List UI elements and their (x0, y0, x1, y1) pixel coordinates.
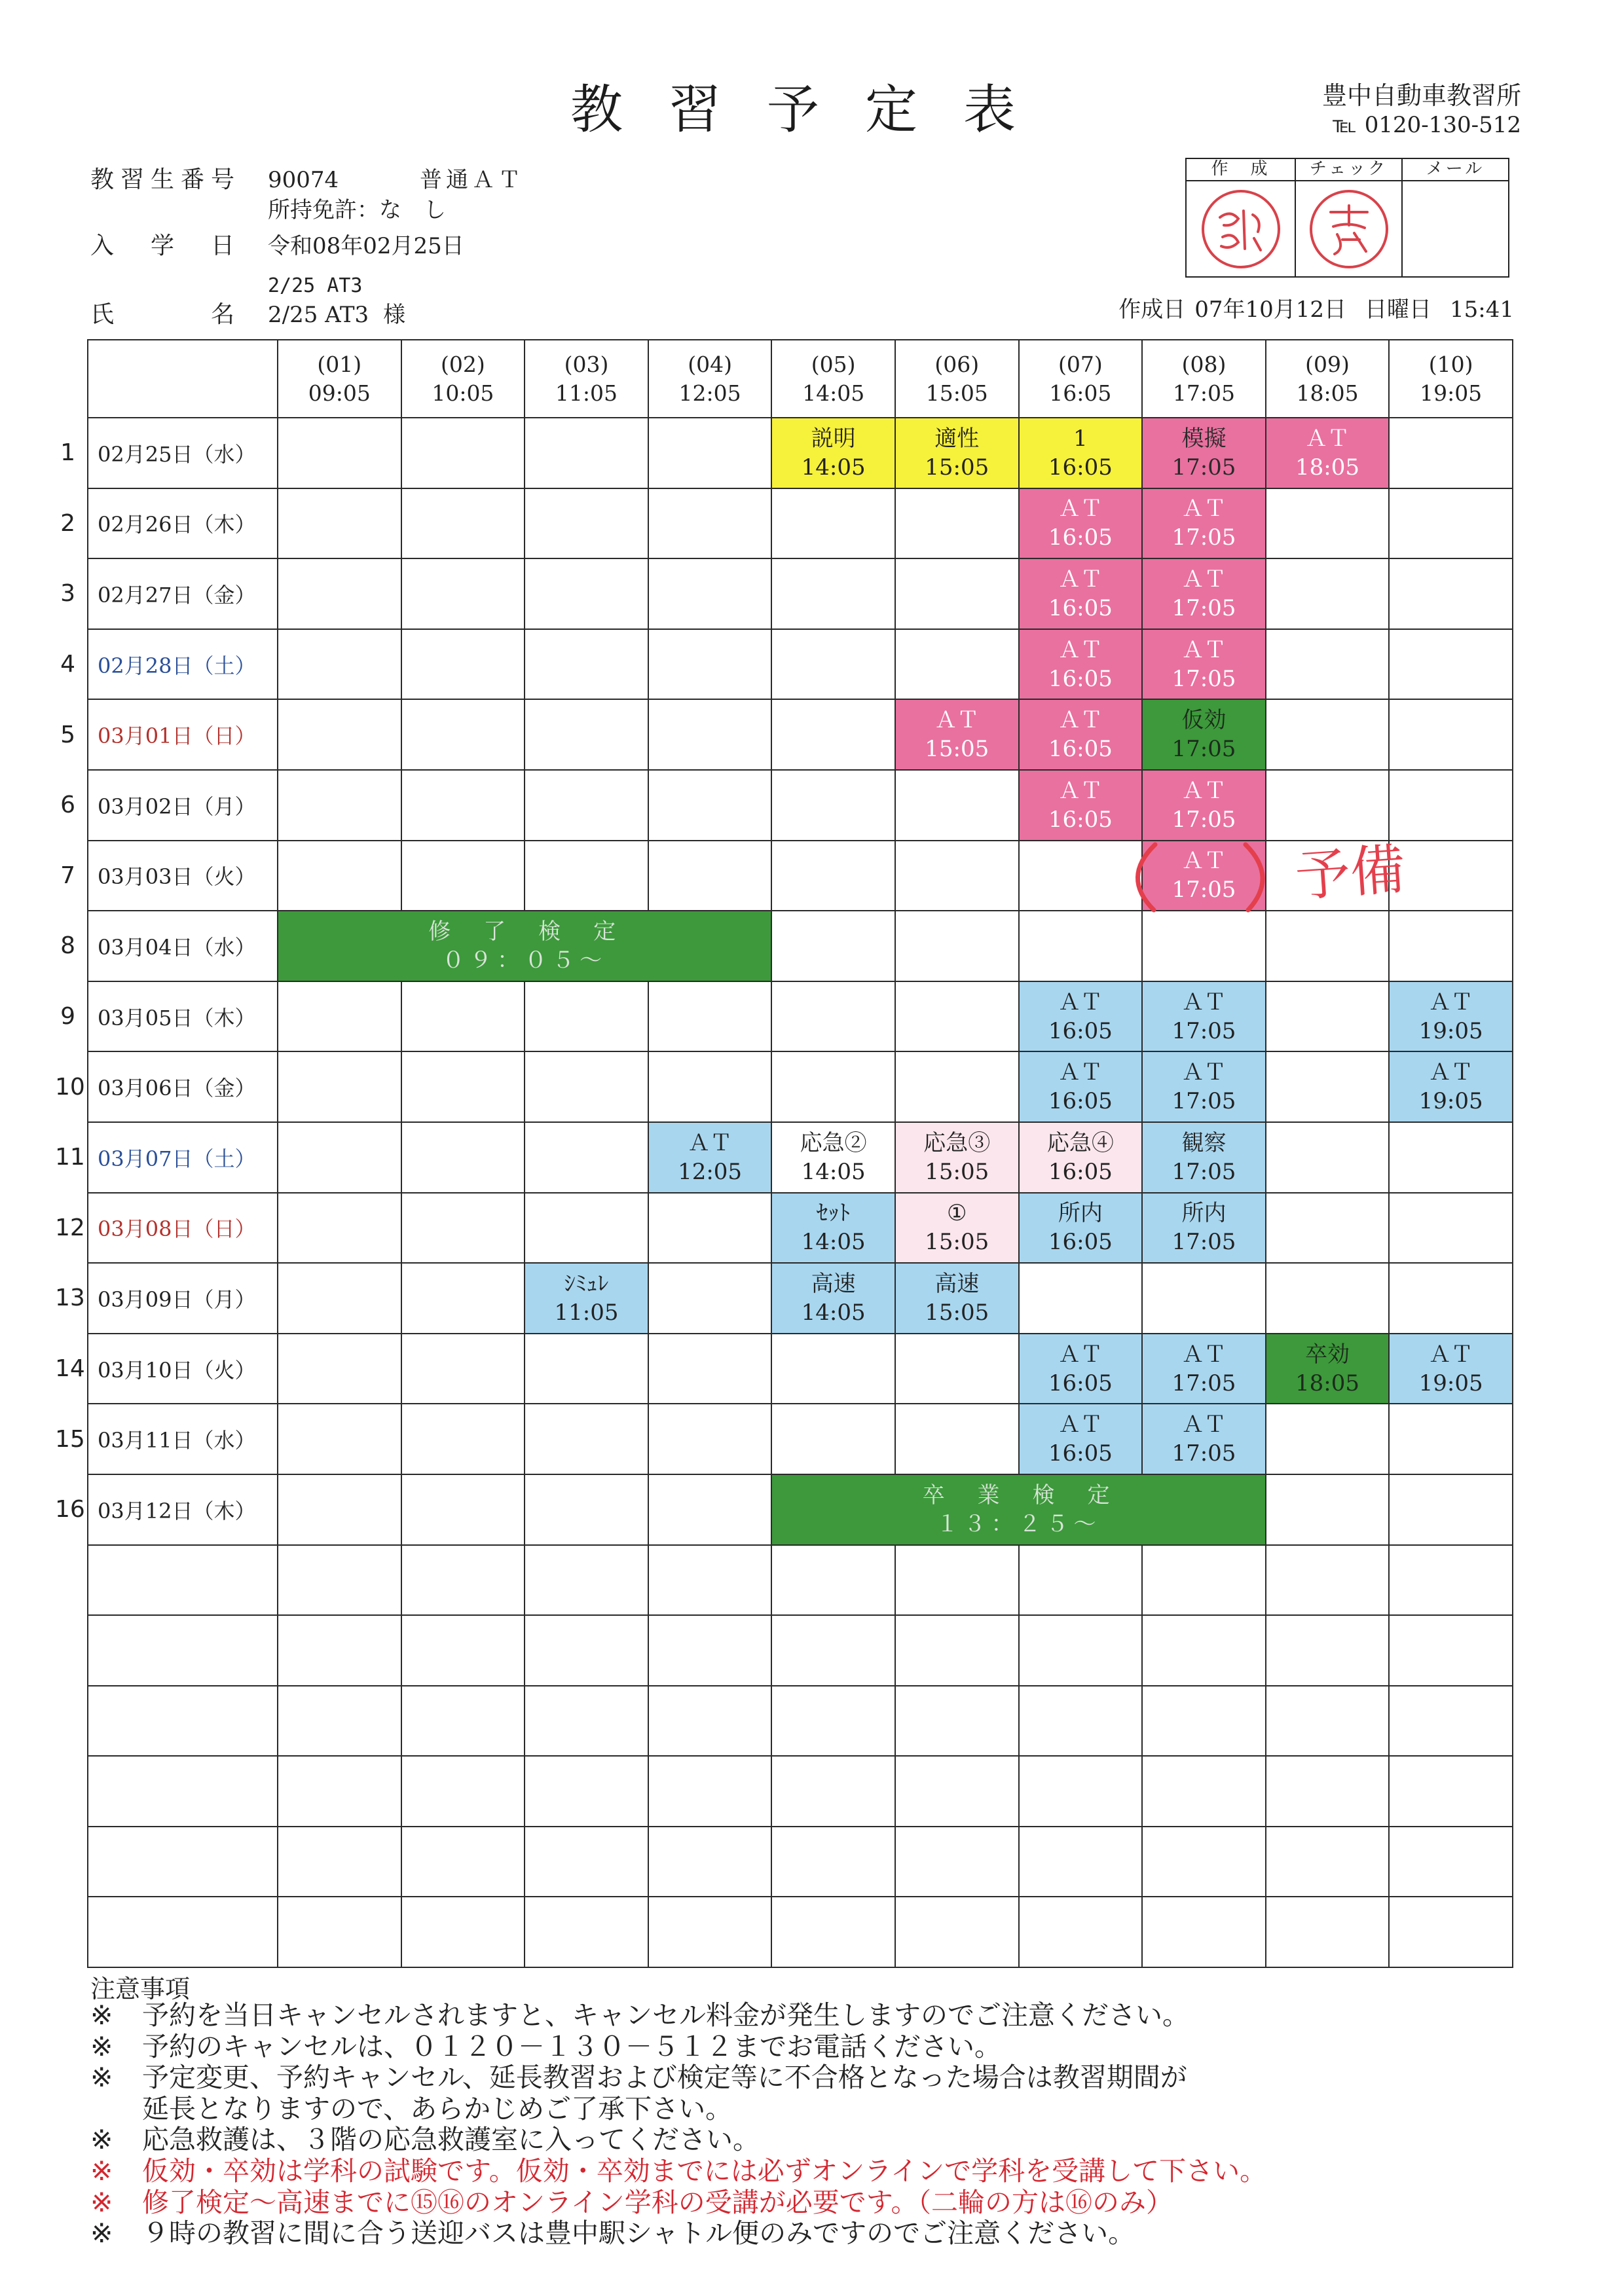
period-number: (05) (811, 351, 856, 377)
lesson-time: 18:05 (1295, 1370, 1360, 1396)
notice-text: 予約のキャンセルは、０１２０－１３０－５１２までお電話ください。 (142, 2030, 1001, 2062)
period-start-time: 11:05 (555, 380, 618, 406)
notice-item (90, 2187, 1266, 2219)
lesson-label: 卒 業 検 定 (922, 1482, 1115, 1508)
period-start-time: 09:05 (308, 380, 371, 406)
lesson-label: 高速 (811, 1270, 856, 1297)
lesson-time: 17:05 (1172, 665, 1236, 692)
approval-check-header: チェック (1296, 159, 1403, 181)
issued-weekday: 日曜日 (1365, 297, 1432, 323)
lesson-label: ＡＴ (1181, 496, 1227, 522)
lesson-time: 15:05 (925, 1158, 989, 1185)
lesson-time: 17:05 (1172, 594, 1236, 621)
notice-text: 修了検定～高速までに⑮⑯のオンライン学科の受講が必要です。（二輪の方は⑯のみ） (142, 2186, 1173, 2218)
lesson-time: 15:05 (925, 1299, 989, 1326)
notice-item (90, 2156, 1266, 2187)
row-number: 7 (60, 862, 75, 889)
lesson-label: 応急② (800, 1129, 867, 1156)
notice-text: 予定変更、予約キャンセル、延長教習および検定等に不合格となった場合は教習期間が (142, 2062, 1187, 2094)
lesson-label: ＡＴ (1305, 425, 1350, 452)
lesson-label: ＡＴ (1181, 989, 1227, 1015)
lesson-label: 適性 (934, 425, 980, 452)
row-number: 14 (55, 1355, 85, 1383)
lesson-label: ＡＴ (1058, 1412, 1103, 1438)
notice-item (90, 2094, 1266, 2125)
row-number: 13 (55, 1285, 85, 1312)
notes-heading: 注意事項 (90, 1975, 191, 2003)
period-start-time: 17:05 (1172, 380, 1235, 406)
notice-mark: ※ (90, 1999, 113, 2031)
student-number-label: 教習生番号 (90, 166, 242, 193)
license-label: 所持免許： (268, 197, 379, 223)
lesson-time: 17:05 (1172, 524, 1236, 551)
period-number: (01) (317, 351, 362, 377)
lesson-label: ＡＴ (1181, 1059, 1227, 1086)
row-date: 03月09日（月） (88, 1263, 278, 1334)
notice-text: 延長となりますので、あらかじめご了承下さい。 (142, 2092, 733, 2124)
lesson-time: 14:05 (801, 1158, 866, 1185)
issued-time: 15:41 (1450, 297, 1514, 323)
notice-mark: ※ (90, 2062, 113, 2094)
lesson-label: ＡＴ (1058, 636, 1103, 663)
row-number: 10 (55, 1073, 85, 1101)
lesson-label: ＡＴ (1181, 636, 1227, 663)
notice-mark: ※ (90, 2186, 113, 2218)
license-value: な し (379, 197, 446, 223)
period-number: (02) (441, 351, 485, 377)
row-number: 12 (55, 1214, 85, 1241)
row-date: 03月10日（火） (88, 1334, 278, 1404)
lesson-label: ＡＴ (1428, 1341, 1473, 1368)
lesson-time: 15:05 (925, 1229, 989, 1256)
row-date: 03月12日（木） (88, 1474, 278, 1545)
period-number: (04) (688, 351, 732, 377)
enroll-date: 令和08年02月25日 (268, 233, 464, 259)
notice-mark: ※ (90, 2155, 113, 2187)
lesson-label: 高速 (934, 1270, 980, 1297)
row-number: 9 (60, 1003, 75, 1030)
lesson-time: 19:05 (1418, 1370, 1483, 1396)
notice-item (90, 2062, 1266, 2094)
lesson-time: 19:05 (1418, 1088, 1483, 1115)
lesson-time: 16:05 (1048, 1088, 1113, 1115)
lesson-time: 17:05 (1172, 1158, 1236, 1185)
course-type: 普通ＡＴ (420, 167, 525, 193)
period-start-time: 14:05 (802, 380, 865, 406)
period-number: (08) (1181, 351, 1227, 377)
lesson-label: 卒効 (1305, 1341, 1350, 1368)
lesson-time: 17:05 (1172, 877, 1236, 903)
lesson-label: ＡＴ (1428, 989, 1473, 1015)
lesson-time: 15:05 (925, 454, 989, 481)
lesson-time: 12:05 (678, 1158, 743, 1185)
lesson-time: 16:05 (1048, 665, 1113, 692)
lesson-time: 16:05 (1048, 1158, 1113, 1185)
lesson-label: ＡＴ (1058, 566, 1103, 592)
period-start-time: 18:05 (1296, 380, 1359, 406)
phone-icon: ℡ (1333, 112, 1357, 138)
lesson-time: 14:05 (801, 1229, 866, 1256)
lesson-label: 1 (1073, 425, 1088, 452)
period-start-time: 10:05 (432, 380, 494, 406)
period-number: (09) (1305, 351, 1350, 377)
period-start-time: 12:05 (678, 380, 741, 406)
lesson-time: 16:05 (1048, 1017, 1113, 1044)
row-number: 2 (60, 509, 75, 537)
lesson-label: ＡＴ (1181, 777, 1227, 804)
row-date: 02月27日（金） (88, 558, 278, 629)
lesson-time: 16:05 (1048, 736, 1113, 763)
enroll-date-label: 入 学 日 (90, 232, 242, 259)
handwritten-note: 予備 (1293, 837, 1408, 909)
period-start-time: 16:05 (1049, 380, 1112, 406)
lesson-time: 16:05 (1048, 524, 1113, 551)
lesson-time: 14:05 (801, 1299, 866, 1326)
row-date: 03月03日（火） (88, 841, 278, 911)
lesson-time: 17:05 (1172, 1088, 1236, 1115)
row-number: 8 (60, 932, 75, 960)
lesson-time: ０９：０５～ (442, 947, 608, 974)
row-number: 5 (60, 721, 75, 748)
lesson-label: ＡＴ (934, 707, 980, 734)
row-date: 03月11日（水） (88, 1404, 278, 1474)
lesson-time: 16:05 (1048, 454, 1113, 481)
lesson-time: 15:05 (925, 736, 989, 763)
period-number: (06) (934, 351, 980, 377)
notice-text: ９時の教習に間に合う送迎バスは豊中駅シャトル便のみですのでご注意ください。 (142, 2217, 1135, 2250)
row-date: 02月26日（木） (88, 488, 278, 559)
notice-item (90, 2000, 1266, 2032)
row-date: 03月04日（水） (88, 911, 278, 981)
notice-mark (90, 2094, 142, 2125)
lesson-label: ｾｯﾄ (817, 1200, 851, 1227)
lesson-label: 応急③ (923, 1129, 991, 1156)
period-number: (03) (564, 351, 609, 377)
lesson-label: ＡＴ (1181, 566, 1227, 592)
issued-label: 作成日 (1118, 297, 1186, 323)
lesson-time: 16:05 (1048, 1370, 1113, 1396)
row-number: 15 (55, 1425, 85, 1453)
lesson-time: 17:05 (1172, 1370, 1236, 1396)
period-start-time: 15:05 (925, 380, 988, 406)
notice-mark: ※ (90, 2124, 113, 2156)
lesson-label: 模擬 (1181, 425, 1227, 452)
notice-item (90, 2218, 1266, 2250)
lesson-label: ＡＴ (1058, 989, 1103, 1015)
row-number: 16 (55, 1496, 85, 1523)
lesson-time: 18:05 (1295, 454, 1360, 481)
notice-item (90, 2032, 1266, 2063)
row-date: 03月06日（金） (88, 1051, 278, 1122)
lesson-time: 16:05 (1048, 1229, 1113, 1256)
lesson-label: ＡＴ (1058, 777, 1103, 804)
lesson-time: 17:05 (1172, 1440, 1236, 1467)
notes-list (90, 2000, 1266, 2250)
lesson-time: 17:05 (1172, 1229, 1236, 1256)
lesson-label: 仮効 (1181, 707, 1227, 734)
period-number: (07) (1058, 351, 1103, 377)
lesson-time: 19:05 (1418, 1017, 1483, 1044)
lesson-time: 17:05 (1172, 454, 1236, 481)
lesson-time: 17:05 (1172, 806, 1236, 833)
notice-text: 仮効・卒効は学科の試験です。仮効・卒効までには必ずオンラインで学科を受講して下さい。 (142, 2155, 1267, 2187)
row-date: 03月05日（木） (88, 981, 278, 1052)
lesson-time: 17:05 (1172, 736, 1236, 763)
lesson-time: 16:05 (1048, 1440, 1113, 1467)
lesson-time: 14:05 (801, 454, 866, 481)
lesson-time: 11:05 (554, 1299, 619, 1326)
school-name: 豊中自動車教習所 (1321, 81, 1521, 110)
row-date: 03月08日（日） (88, 1193, 278, 1264)
lesson-label: ＡＴ (1181, 848, 1227, 875)
row-number: 1 (60, 439, 75, 467)
row-date: 02月28日（土） (88, 629, 278, 700)
lesson-label: 観察 (1181, 1129, 1227, 1156)
notice-mark: ※ (90, 2030, 113, 2062)
lesson-label: ｼﾐｭﾚ (564, 1270, 609, 1297)
lesson-time: 17:05 (1172, 1017, 1236, 1044)
class-group: 2/25 AT3 (268, 274, 363, 297)
honorific: 様 (383, 302, 406, 328)
lesson-label: ① (947, 1200, 967, 1227)
row-number: 6 (60, 792, 75, 819)
period-start-time: 19:05 (1420, 380, 1483, 406)
phone-number: 0120-130-512 (1364, 112, 1521, 138)
notice-item (90, 2124, 1266, 2156)
student-number: 90074 (268, 167, 339, 193)
row-number: 4 (60, 651, 75, 678)
student-name: 2/25 AT3 (268, 302, 369, 328)
period-number: (10) (1428, 351, 1473, 377)
lesson-label: 所内 (1058, 1200, 1103, 1227)
student-name-label: 氏 名 (90, 301, 242, 328)
issued-date: 07年10月12日 (1194, 297, 1347, 323)
row-date: 03月01日（日） (88, 699, 278, 770)
lesson-time: 16:05 (1048, 594, 1113, 621)
lesson-time: 16:05 (1048, 806, 1113, 833)
lesson-label: 応急④ (1046, 1129, 1114, 1156)
notice-text: 応急救護は、３階の応急救護室に入ってください。 (142, 2124, 760, 2156)
row-number: 3 (60, 580, 75, 608)
lesson-label: ＡＴ (1181, 1341, 1227, 1368)
lesson-label: ＡＴ (1428, 1059, 1473, 1086)
lesson-time: １３：２５～ (936, 1510, 1101, 1537)
approval-mail-header: メール (1403, 159, 1508, 181)
notice-text: 予約を当日キャンセルされますと、キャンセル料金が発生しますのでご注意ください。 (142, 1999, 1189, 2031)
document-title: 教習予定表 (570, 79, 1061, 140)
approval-created-header: 作 成 (1187, 159, 1296, 181)
row-date: 03月07日（土） (88, 1122, 278, 1193)
lesson-label: ＡＴ (1058, 496, 1103, 522)
lesson-label: 所内 (1181, 1200, 1227, 1227)
lesson-label: 説明 (811, 425, 856, 452)
row-date: 02月25日（水） (88, 418, 278, 488)
lesson-label: 修 了 検 定 (428, 918, 621, 945)
lesson-label: ＡＴ (1058, 1341, 1103, 1368)
lesson-label: ＡＴ (1058, 707, 1103, 734)
notice-mark: ※ (90, 2217, 113, 2250)
row-number: 11 (55, 1144, 85, 1171)
lesson-label: ＡＴ (1058, 1059, 1103, 1086)
lesson-label: ＡＴ (1181, 1412, 1227, 1438)
lesson-label: ＡＴ (688, 1129, 733, 1156)
row-date: 03月02日（月） (88, 770, 278, 841)
